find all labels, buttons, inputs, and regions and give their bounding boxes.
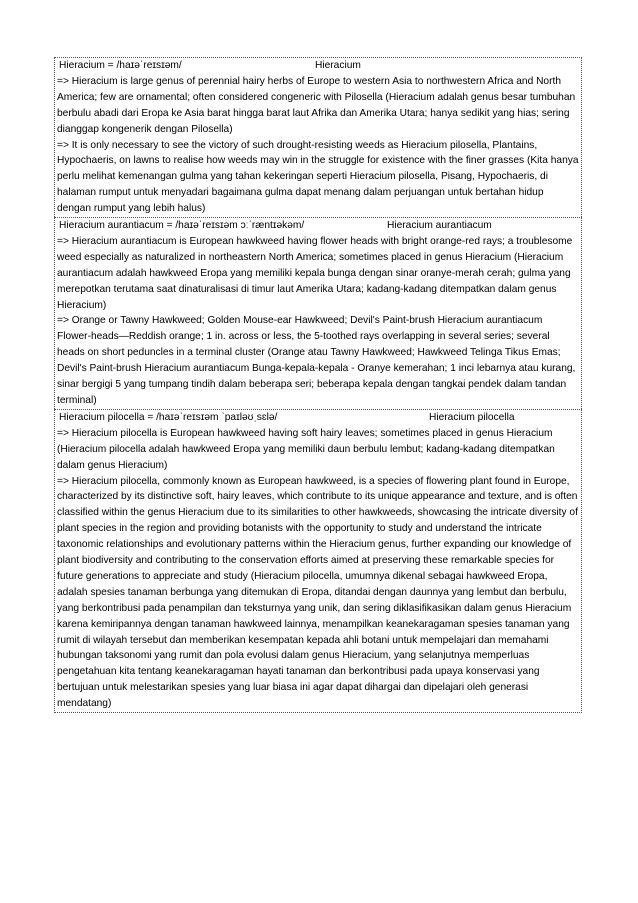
entry-paragraph: => Hieracium pilocella is European hawkweed having soft hairy leaves; sometimes placed in genus Hieracium (Hieracium pilocella adalah hawkweed Eropa yang memiliki daun berbulu lembut; kadang-kadang ditempatkan dalam genus Hieracium)	[57, 427, 555, 471]
entry-name: Hieracium	[315, 60, 361, 71]
entry-hieracium	[54, 57, 582, 217]
entry-paragraph: => It is only necessary to see the victory of such drought-resisting weeds as Hieracium pilosella, Plantains, Hypochaeris, on lawns to realise how weeds may win in the struggle for existence with the finer grasses (Kita hanya perlu melihat kemenangan gulma yang tahan kekeringan seperti Hieracium pilosella, Pisang, Hypochaeris, di halaman rumput untuk menyadari bagaimana gulma dapat menang dalam perjuangan untuk bertahan hidup dengan rumput yang lebih halus)	[57, 139, 579, 215]
entry-paragraph: => Hieracium aurantiacum is European hawkweed having flower heads with bright orange-red rays; a troublesome weed especially as naturalized in northeastern North America; sometimes placed in genus Hieracium (Hieracium aurantiacum adalah hawkweed Eropa yang memiliki kepala bunga dengan sinar oranye-merah cerah; gulma yang merepotkan terutama saat dinaturalisasi di timur laut Amerika Utara; kadang-kadang ditempatkan dalam genus Hieracium)	[57, 235, 573, 311]
entry-paragraph: => Hieracium is large genus of perennial hairy herbs of Europe to western Asia to northwestern Africa and North America; few are ornamental; often considered congeneric with Pilosella (Hieracium adalah genus besar tumbuhan berbulu abadi dari Eropa ke Asia barat hingga barat laut Afrika dan Amerika Utara; hanya sedikit yang hias; sering dianggap kongenerik dengan Pilosella)	[57, 75, 576, 135]
entry-header	[57, 218, 579, 234]
entry-name: Hieracium aurantiacum	[387, 220, 492, 232]
dictionary-page	[54, 57, 582, 713]
entry-header	[57, 410, 579, 426]
entry-header	[57, 58, 579, 74]
entry-paragraph: => Orange or Tawny Hawkweed; Golden Mouse-ear Hawkweed; Devil's Paint-brush Hieracium aurantiacum Flower-heads—Reddish orange; 1 in. across or less, the 5-toothed rays overlapping in several series; several heads on short peduncles in a terminal cluster (Orange atau Tawny Hawkweed; Hawkweed Telinga Tikus Emas; Devil's Paint-brush Hieracium aurantiacum Bunga-kepala-kepala - Oranye kemerahan; 1 inci lebarnya atau kurang, sinar bergigi 5 yang tumpang tindih dalam beberapa seri; beberapa kepala dengan tangkai pendek dalam tandan terminal)	[57, 315, 576, 406]
entry-name: Hieracium pilocella	[429, 411, 515, 423]
entry-transcription: Hieracium aurantiacum = /haɪəˈreɪsɪəm ɔːˈræntɪəkəm/	[59, 220, 305, 232]
entry-hieracium-pilocella	[54, 409, 582, 713]
entry-transcription: Hieracium pilocella = /haɪəˈreɪsɪəm ˈpaɪləʊˌsɛlə/	[59, 411, 278, 423]
entry-paragraph: => Hieracium pilocella, commonly known as European hawkweed, is a species of flowering plant found in Europe, characterized by its distinctive soft, hairy leaves, which contribute to its unique appearance and texture, and is often classified within the genus Hieracium due to its similarities to other hawkweeds, showcasing the intricate diversity of plant species in the region and providing botanists with the opportunity to study and understand the intricate taxonomic relationships and evolutionary patterns within the Hieracium genus, further expanding our knowledge of plant biodiversity and contributing to the conservation efforts aimed at preserving these remarkable species for future generations to appreciate and study (Hieracium pilocella, umumnya dikenal sebagai hawkweed Eropa, adalah spesies tanaman berbunga yang ditemukan di Eropa, ditandai dengan daunnya yang lembut dan berbulu, yang berkontribusi pada penampilan dan teksturnya yang unik, dan sering diklasifikasikan dalam genus Hieracium karena kemiripannya dengan tanaman hawkweed lainnya, menampilkan keanekaragaman spesies tanaman yang rumit di wilayah tersebut dan memberikan kesempatan kepada ahli botani untuk mempelajari dan memahami hubungan taksonomi yang rumit dan pola evolusi dalam genus Hieracium, yang selanjutnya memperluas pengetahuan kita tentang keanekaragaman hayati tanaman dan berkontribusi pada upaya konservasi yang bertujuan untuk melestarikan spesies yang luar biasa ini agar dapat dihargai dan dipelajari oleh generasi mendatang)	[57, 475, 578, 710]
entry-hieracium-aurantiacum	[54, 217, 582, 409]
entry-transcription: Hieracium = /haɪəˈreɪsɪəm/	[59, 60, 182, 71]
